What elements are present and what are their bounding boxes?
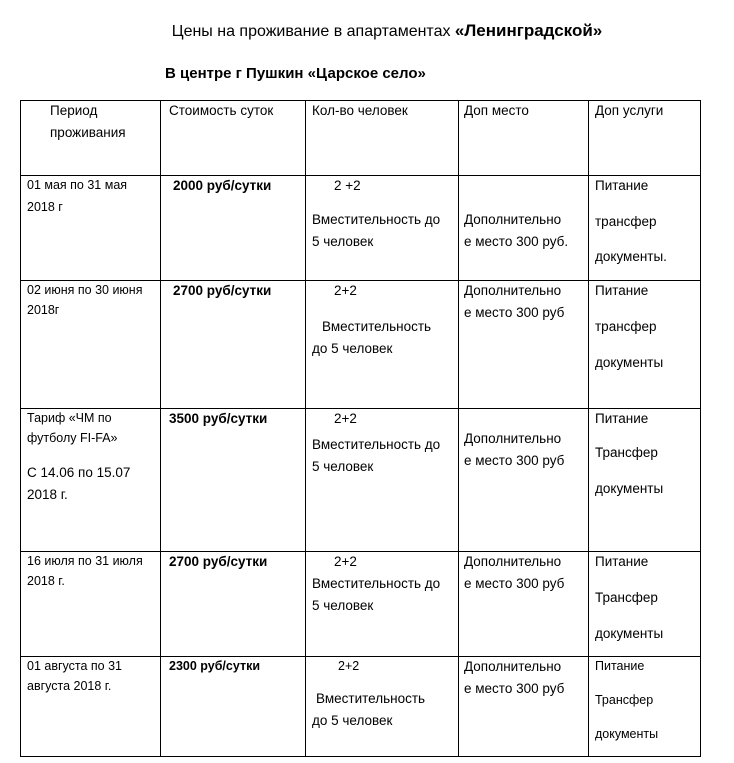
- extra-bed-cell: Дополнительно е место 300 руб: [459, 552, 589, 657]
- page-title: [0, 21, 734, 41]
- header-price: Стоимость суток: [161, 101, 306, 176]
- period-cell: 16 июля по 31 июля 2018 г.: [21, 552, 161, 657]
- period-cell: 01 мая по 31 мая 2018 г: [21, 176, 161, 281]
- people-cell: 2+2 Вместительность до 5 человек: [306, 409, 459, 552]
- people-cell: 2 +2 Вместительность до 5 человек: [306, 176, 459, 281]
- header-services: Доп услуги: [589, 101, 701, 176]
- table-row: [21, 657, 701, 757]
- period-cell: Тариф «ЧМ по футболу FI-FA» С 14.06 по 15.07 2018 г.: [21, 409, 161, 552]
- price-cell: 2300 руб/сутки: [161, 657, 306, 757]
- services-cell: Питание трансфер документы.: [589, 176, 701, 281]
- table-row: [21, 552, 701, 657]
- extra-bed-cell: Дополнительно е место 300 руб: [459, 657, 589, 757]
- services-cell: Питание Трансфер документы: [589, 409, 701, 552]
- table-row: [21, 409, 701, 552]
- title-text: Цены на проживание в апартаментах: [171, 23, 451, 40]
- extra-bed-cell: Дополнительно е место 300 руб: [459, 409, 589, 552]
- header-period-line: проживания: [50, 125, 126, 140]
- people-cell: 2+2 Вместительность до 5 человек: [306, 657, 459, 757]
- extra-bed-cell: Дополнительно е место 300 руб: [459, 281, 589, 409]
- services-cell: Питание трансфер документы: [589, 281, 701, 409]
- header-extra-bed: Доп место: [459, 101, 589, 176]
- services-cell: Питание Трансфер документы: [589, 657, 701, 757]
- header-people: Кол-во человек: [306, 101, 459, 176]
- extra-bed-cell: Дополнительно е место 300 руб.: [459, 176, 589, 281]
- people-cell: 2+2 Вместительность до 5 человек: [306, 281, 459, 409]
- period-cell: 01 августа по 31 августа 2018 г.: [21, 657, 161, 757]
- table-row: [21, 281, 701, 409]
- period-cell: 02 июня по 30 июня 2018г: [21, 281, 161, 409]
- table-header-row: [21, 101, 701, 176]
- table-row: [21, 176, 701, 281]
- price-table: [20, 100, 701, 757]
- price-cell: 2700 руб/сутки: [161, 281, 306, 409]
- header-period: [21, 101, 161, 176]
- price-cell: 2700 руб/сутки: [161, 552, 306, 657]
- header-period-line: Период: [50, 103, 98, 118]
- price-cell: 2000 руб/сутки: [161, 176, 306, 281]
- people-cell: 2+2 Вместительность до 5 человек: [306, 552, 459, 657]
- services-cell: Питание Трансфер документы: [589, 552, 701, 657]
- price-cell: 3500 руб/сутки: [161, 409, 306, 552]
- subtitle: В центре г Пушкин «Царское село»: [165, 65, 426, 82]
- title-bold-name: «Ленинградской»: [454, 21, 603, 40]
